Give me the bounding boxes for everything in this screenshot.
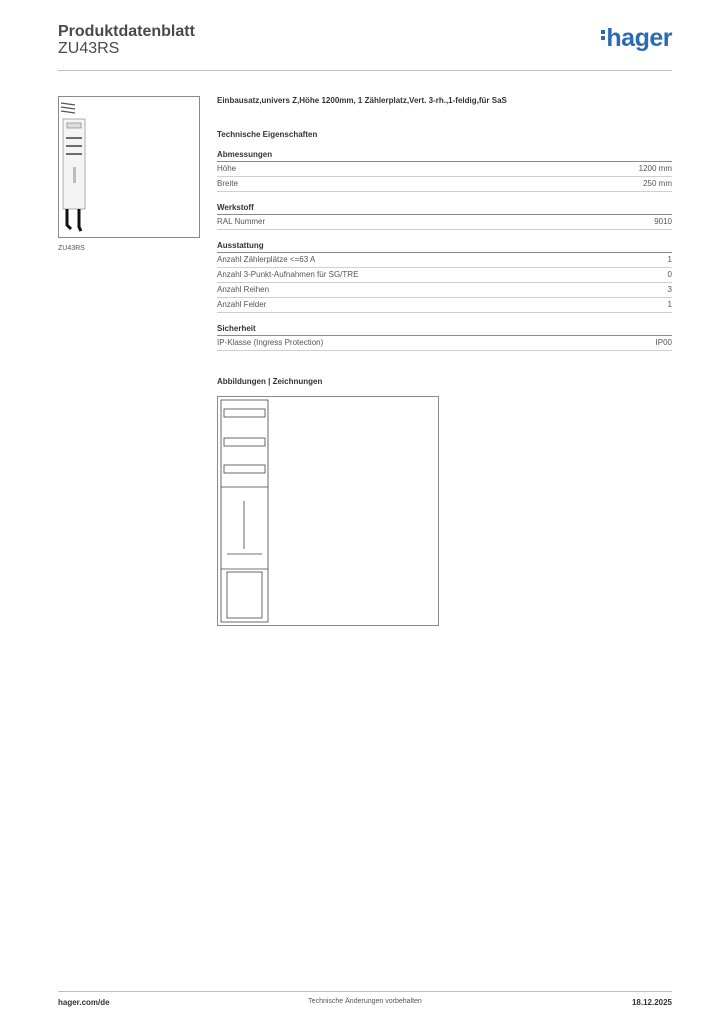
product-description: Einbausatz,univers Z,Höhe 1200mm, 1 Zählerplatz,Vert. 3-rh.,1-feldig,für SaS [217, 96, 507, 105]
spec-value: 3 [667, 285, 672, 294]
spec-label: Anzahl 3-Punkt-Aufnahmen für SG/TRE [217, 270, 359, 279]
spec-label: IP-Klasse (Ingress Protection) [217, 338, 324, 347]
section-title: Ausstattung [217, 240, 672, 253]
product-photo-icon [59, 97, 199, 237]
spec-label: Anzahl Zählerplätze <=63 A [217, 255, 316, 264]
technical-drawing [217, 396, 439, 626]
spec-label: Höhe [217, 164, 237, 173]
section-title: Abmessungen [217, 149, 672, 162]
section-title: Sicherheit [217, 323, 672, 336]
page-footer [58, 991, 672, 1012]
page-header [58, 20, 672, 71]
spec-value: 1200 mm [638, 164, 672, 173]
spec-row [217, 177, 672, 192]
section-safety [217, 323, 672, 351]
spec-value: IP00 [655, 338, 672, 347]
spec-value: 1 [667, 300, 672, 309]
spec-value: 1 [667, 255, 672, 264]
spec-row [217, 298, 672, 313]
footer-disclaimer: Technische Änderungen vorbehalten [308, 998, 422, 1005]
tech-heading: Technische Eigenschaften [217, 130, 318, 139]
spec-row [217, 253, 672, 268]
spec-row [217, 215, 672, 230]
spec-label: Breite [217, 179, 238, 188]
spec-value: 250 mm [643, 179, 672, 188]
document-title: Produktdatenblatt [58, 23, 195, 40]
spec-value: 0 [667, 270, 672, 279]
section-dimensions [217, 149, 672, 192]
section-title: Werkstoff [217, 202, 672, 215]
product-image [58, 96, 200, 238]
footer-date: 18.12.2025 [631, 998, 672, 1007]
image-caption: ZU43RS [58, 245, 85, 252]
spec-label: Anzahl Felder [217, 300, 267, 309]
logo-dots-icon [601, 28, 605, 42]
drawings-title: Abbildungen | Zeichnungen [217, 377, 323, 386]
spec-row [217, 162, 672, 177]
section-equipment [217, 240, 672, 313]
hager-logo [601, 24, 672, 53]
cabinet-drawing-icon [218, 397, 438, 625]
spec-label: RAL Nummer [217, 217, 266, 226]
spec-label: Anzahl Reihen [217, 285, 270, 294]
spec-row [217, 268, 672, 283]
logo-text: hager [606, 24, 672, 52]
spec-row [217, 283, 672, 298]
footer-website-link[interactable]: hager.com/de [58, 998, 110, 1007]
spec-value: 9010 [654, 217, 672, 226]
product-code: ZU43RS [58, 40, 120, 57]
section-material [217, 202, 672, 230]
spec-row [217, 336, 672, 351]
spec-content [217, 96, 672, 351]
